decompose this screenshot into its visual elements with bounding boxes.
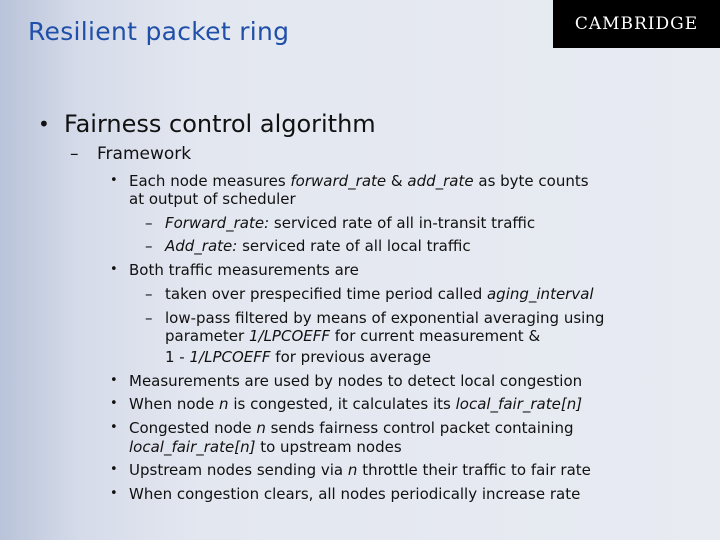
item-emphasis: n — [347, 461, 358, 479]
slide-title: Resilient packet ring — [28, 17, 290, 46]
dash-icon: – — [145, 285, 153, 303]
item-text: taken over prespecified time period called — [165, 285, 487, 303]
item-emphasis: forward_rate — [290, 172, 387, 190]
list-item-continuation — [165, 346, 431, 368]
logo-text: CAMBRIDGE — [574, 14, 699, 34]
item-text: Congested node — [129, 419, 257, 437]
bullet-icon: • — [110, 486, 118, 501]
item-emphasis: Add_rate: — [165, 237, 238, 255]
item-text: Each node measures — [129, 172, 291, 190]
item-text: Measurements are used by nodes to detect local congestion — [129, 372, 583, 390]
item-text: to upstream nodes — [255, 438, 402, 456]
subheading-item — [70, 144, 191, 164]
item-text: parameter — [165, 327, 249, 345]
item-text: is congested, it calculates its — [228, 395, 456, 413]
bullet-icon: • — [110, 396, 118, 411]
bullet-icon: • — [38, 112, 50, 136]
item-emphasis: 1/LPCOEFF — [248, 327, 330, 345]
bullet-icon: • — [110, 420, 118, 435]
item-emphasis: n — [219, 395, 229, 413]
item-text: as byte counts — [473, 172, 589, 190]
dash-icon: – — [145, 214, 153, 232]
item-emphasis: local_fair_rate[n] — [455, 395, 583, 413]
item-emphasis: Forward_rate: — [165, 214, 270, 232]
item-text: sends fairness control packet containing — [265, 419, 574, 437]
item-text: When congestion clears, all nodes periodically increase rate — [129, 485, 581, 503]
item-text: throttle their traffic to fair rate — [357, 461, 591, 479]
list-item-continuation — [129, 436, 402, 458]
item-text: for current measurement & — [329, 327, 541, 345]
list-item-continuation: at output of scheduler — [129, 190, 296, 208]
item-emphasis: local_fair_rate[n] — [129, 438, 256, 456]
item-text: Both traffic measurements are — [129, 261, 359, 279]
item-emphasis: add_rate — [407, 172, 474, 190]
item-emphasis: n — [256, 419, 266, 437]
dash-icon: – — [145, 237, 153, 255]
bullet-icon: • — [110, 173, 118, 188]
cambridge-logo — [553, 0, 720, 48]
dash-icon: – — [145, 309, 153, 327]
item-text: low-pass filtered by means of exponential averaging using — [165, 309, 605, 327]
bullet-icon: • — [110, 462, 118, 477]
dash-icon: – — [70, 144, 79, 164]
item-text: & — [386, 172, 408, 190]
item-emphasis: 1/LPCOEFF — [189, 348, 271, 366]
item-text: serviced rate of all local traffic — [237, 237, 471, 255]
section-heading: Fairness control algorithm — [64, 110, 376, 138]
item-text: serviced rate of all in-transit traffic — [269, 214, 536, 232]
item-emphasis: aging_interval — [486, 285, 594, 303]
bullet-icon: • — [110, 373, 118, 388]
item-text: Upstream nodes sending via — [129, 461, 348, 479]
item-text: for previous average — [270, 348, 431, 366]
item-text: 1 - — [165, 348, 190, 366]
list-item-continuation — [165, 325, 540, 347]
bullet-icon: • — [110, 262, 118, 277]
item-text: When node — [129, 395, 220, 413]
subheading: Framework — [97, 144, 192, 164]
